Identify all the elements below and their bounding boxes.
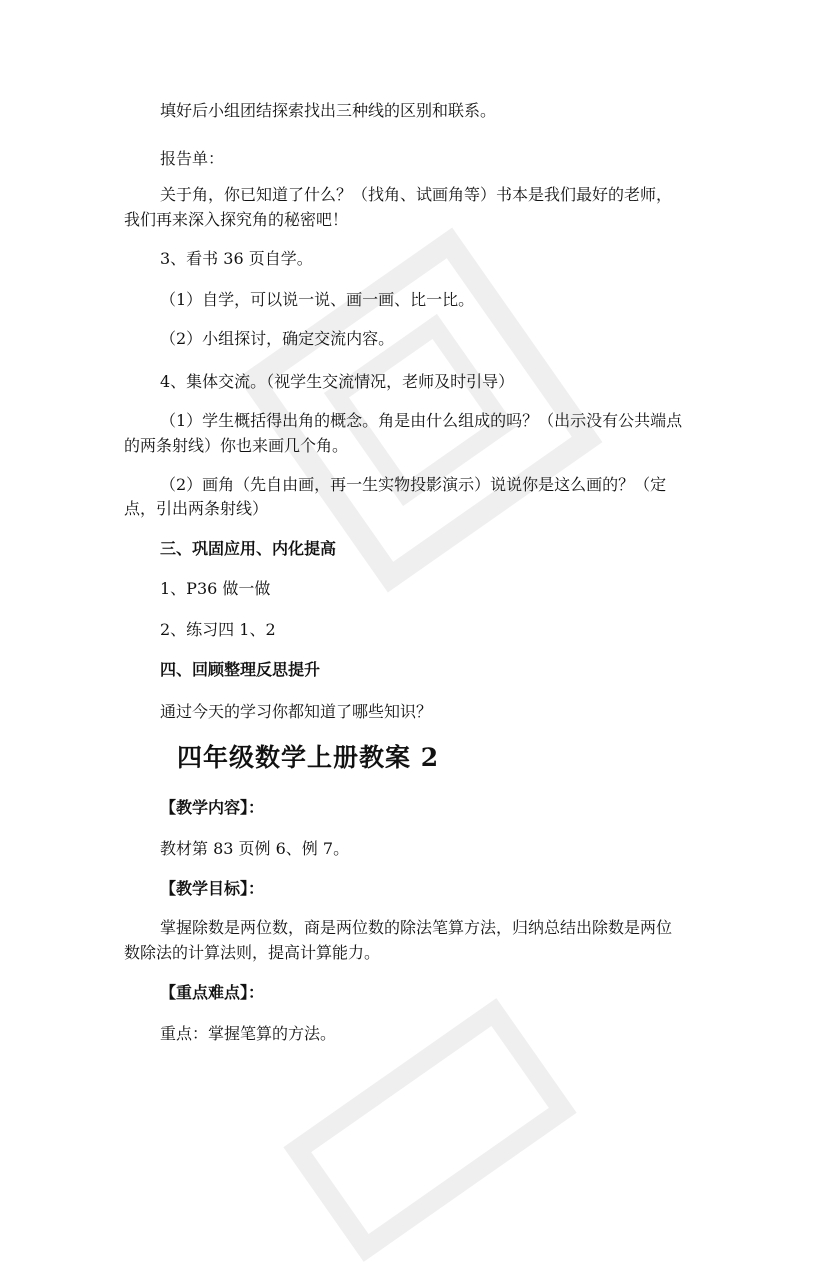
paragraph-7: 4、集体交流。（视学生交流情况，老师及时引导） bbox=[160, 372, 515, 391]
key-points-heading: 【重点难点】： bbox=[160, 983, 265, 1002]
teaching-goal-line-1: 掌握除数是两位数，商是两位数的除法笔算方法，归纳总结出除数是两位 bbox=[160, 918, 673, 937]
paragraph-10: 1、P36 做一做 bbox=[160, 579, 271, 598]
paragraph-5: （1）自学，可以说一说、画一画、比一比。 bbox=[160, 290, 475, 309]
paragraph-3-line-2: 我们再来深入探究角的秘密吧！ bbox=[124, 210, 349, 229]
section-heading-4: 四、回顾整理反思提升 bbox=[160, 660, 321, 679]
paragraph-1: 填好后小组团结探索找出三种线的区别和联系。 bbox=[160, 101, 497, 120]
paragraph-12: 通过今天的学习你都知道了哪些知识？ bbox=[160, 702, 433, 721]
paragraph-9-line-1: （2）画角（先自由画，再一生实物投影演示）说说你是这么画的？（定 bbox=[160, 475, 667, 494]
teaching-content-heading: 【教学内容】： bbox=[160, 798, 265, 817]
paragraph-6: （2）小组探讨，确定交流内容。 bbox=[160, 329, 395, 348]
paragraph-9-line-2: 点，引出两条射线） bbox=[124, 499, 269, 518]
paragraph-8-line-2: 的两条射线）你也来画几个角。 bbox=[124, 436, 349, 455]
paragraph-8-line-1: （1）学生概括得出角的概念。角是由什么组成的吗？（出示没有公共端点 bbox=[160, 411, 683, 430]
paragraph-3-line-1: 关于角，你已知道了什么？（找角、试画角等）书本是我们最好的老师， bbox=[160, 185, 673, 204]
teaching-content-text: 教材第 83 页例 6、例 7。 bbox=[160, 839, 350, 858]
document-title: 四年级数学上册教案 2 bbox=[177, 743, 440, 772]
section-heading-3: 三、巩固应用、内化提高 bbox=[160, 539, 337, 558]
teaching-goal-heading: 【教学目标】： bbox=[160, 879, 265, 898]
key-points-text: 重点：掌握笔算的方法。 bbox=[160, 1024, 337, 1043]
paragraph-report: 报告单： bbox=[160, 149, 225, 168]
teaching-goal-line-2: 数除法的计算法则，提高计算能力。 bbox=[124, 943, 381, 962]
paragraph-11: 2、练习四 1、2 bbox=[160, 620, 276, 639]
paragraph-4: 3、看书 36 页自学。 bbox=[160, 249, 313, 268]
